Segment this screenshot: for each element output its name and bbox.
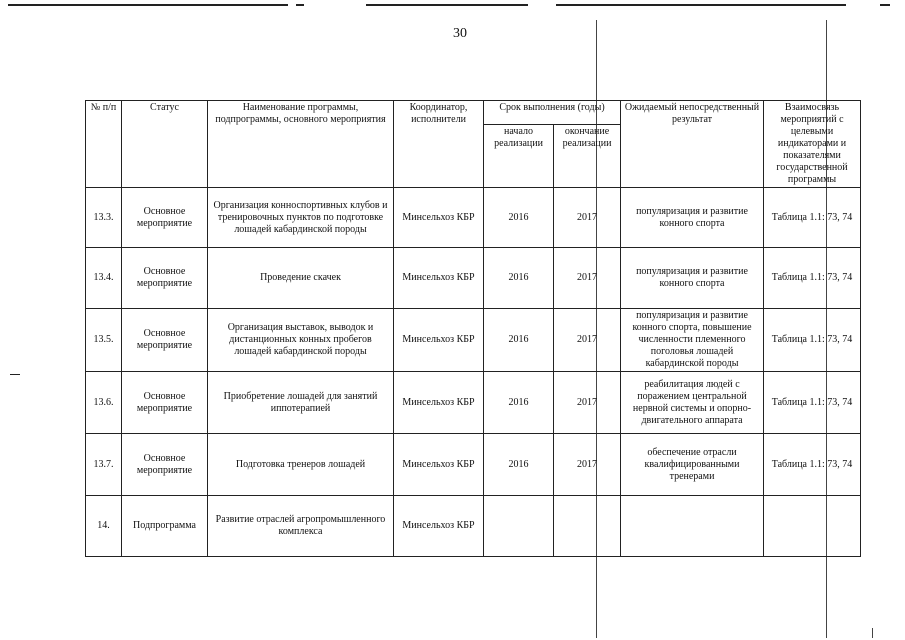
- row-end: 2017: [554, 372, 621, 434]
- row-result: реабилитация людей с поражением центральной нервной системы и опорно-двигательного аппарата: [621, 372, 764, 434]
- row-start: 2016: [484, 188, 554, 248]
- row-result: популяризация и развитие конного спорта, повышение численности племенного поголовья лошадей кабардинской породы: [621, 309, 764, 372]
- row-end: 2017: [554, 434, 621, 496]
- header-num: № п/п: [86, 101, 122, 188]
- row-end: 2017: [554, 188, 621, 248]
- scan-line: [8, 4, 288, 6]
- row-num: 13.3.: [86, 188, 122, 248]
- header-coordinator: Координатор, исполнители: [394, 101, 484, 188]
- header-period: Срок выполнения (годы): [484, 101, 621, 125]
- row-num: 14.: [86, 496, 122, 557]
- row-start: 2016: [484, 309, 554, 372]
- scan-line: [296, 4, 304, 6]
- scan-line: [880, 4, 890, 6]
- row-link: [764, 496, 861, 557]
- header-name: Наименование программы, подпрограммы, основного мероприятия: [208, 101, 394, 188]
- row-end: 2017: [554, 248, 621, 309]
- row-status: Основное мероприятие: [122, 434, 208, 496]
- scan-line: [556, 4, 846, 6]
- row-end: 2017: [554, 309, 621, 372]
- row-coordinator: Минсельхоз КБР: [394, 188, 484, 248]
- row-status: Основное мероприятие: [122, 248, 208, 309]
- row-coordinator: Минсельхоз КБР: [394, 496, 484, 557]
- row-end: [554, 496, 621, 557]
- row-name: Развитие отраслей агропромышленного комплекса: [208, 496, 394, 557]
- scan-mark: [10, 374, 20, 375]
- row-link: Таблица 1.1: 73, 74: [764, 309, 861, 372]
- row-link: Таблица 1.1: 73, 74: [764, 248, 861, 309]
- header-end: окончание реализации: [554, 125, 621, 188]
- table-row: [86, 309, 861, 372]
- row-name: Организация конноспортивных клубов и тренировочных пунктов по подготовке лошадей кабардинской породы: [208, 188, 394, 248]
- row-start: 2016: [484, 248, 554, 309]
- scan-mark: [872, 628, 873, 638]
- row-result: [621, 496, 764, 557]
- row-num: 13.7.: [86, 434, 122, 496]
- row-num: 13.6.: [86, 372, 122, 434]
- header-status: Статус: [122, 101, 208, 188]
- row-num: 13.5.: [86, 309, 122, 372]
- row-name: Приобретение лошадей для занятий иппотерапией: [208, 372, 394, 434]
- header-result: Ожидаемый непосредственный результат: [621, 101, 764, 188]
- row-status: Основное мероприятие: [122, 188, 208, 248]
- row-coordinator: Минсельхоз КБР: [394, 372, 484, 434]
- table-row: [86, 188, 861, 248]
- row-link: Таблица 1.1: 73, 74: [764, 372, 861, 434]
- row-start: 2016: [484, 372, 554, 434]
- row-status: Основное мероприятие: [122, 372, 208, 434]
- row-start: 2016: [484, 434, 554, 496]
- row-coordinator: Минсельхоз КБР: [394, 434, 484, 496]
- header-link: Взаимосвязь мероприятий с целевыми индикаторами и показателями государственной программы: [764, 101, 861, 188]
- row-start: [484, 496, 554, 557]
- row-result: популяризация и развитие конного спорта: [621, 188, 764, 248]
- row-num: 13.4.: [86, 248, 122, 309]
- table-row: [86, 372, 861, 434]
- table-row: [86, 496, 861, 557]
- row-name: Подготовка тренеров лошадей: [208, 434, 394, 496]
- row-coordinator: Минсельхоз КБР: [394, 248, 484, 309]
- activities-table: [85, 100, 861, 557]
- page-number: 30: [453, 26, 467, 41]
- row-result: популяризация и развитие конного спорта: [621, 248, 764, 309]
- header-start: начало реализации: [484, 125, 554, 188]
- row-status: Подпрограмма: [122, 496, 208, 557]
- row-link: Таблица 1.1: 73, 74: [764, 434, 861, 496]
- row-coordinator: Минсельхоз КБР: [394, 309, 484, 372]
- scan-line: [366, 4, 528, 6]
- table-row: [86, 434, 861, 496]
- row-name: Проведение скачек: [208, 248, 394, 309]
- row-name: Организация выставок, выводок и дистанционных конных пробегов лошадей кабардинской породы: [208, 309, 394, 372]
- table-row: [86, 248, 861, 309]
- row-result: обеспечение отрасли квалифицированными тренерами: [621, 434, 764, 496]
- row-link: Таблица 1.1: 73, 74: [764, 188, 861, 248]
- row-status: Основное мероприятие: [122, 309, 208, 372]
